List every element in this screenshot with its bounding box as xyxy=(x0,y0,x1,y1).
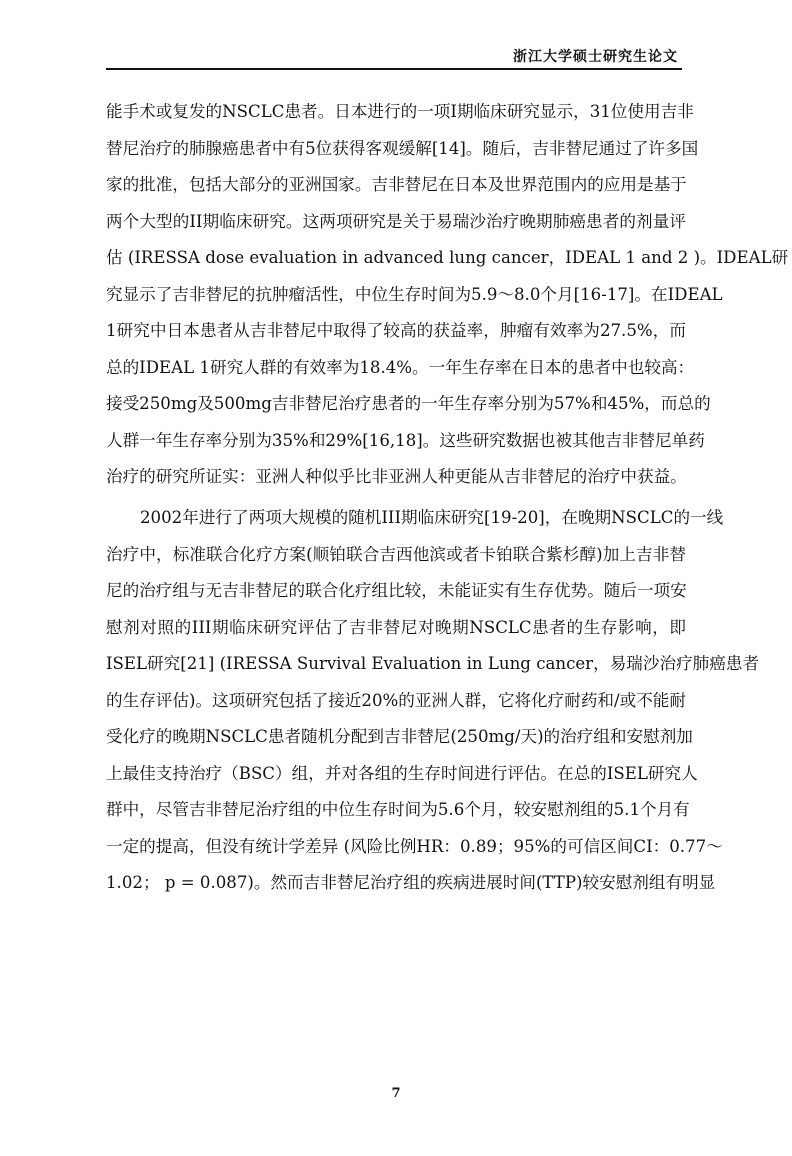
text-line: 一定的提高，但没有统计学差异 (风险比例HR：0.89；95%的可信区间CI：0.77～ xyxy=(106,836,723,856)
text-line: 两个大型的II期临床研究。这两项研究是关于易瑞沙治疗晚期肺癌患者的剂量评 xyxy=(106,211,686,231)
text-line: 群中，尽管吉非替尼治疗组的中位生存时间为5.6个月，较安慰剂组的5.1个月有 xyxy=(106,800,690,820)
text-line: 1研究中日本患者从吉非替尼中取得了较高的获益率，肿瘤有效率为27.5%，而 xyxy=(106,321,686,341)
header-title: 浙江大学硕士研究生论文 xyxy=(513,49,678,65)
text-line: 人群一年生存率分别为35%和29%[16,18]。这些研究数据也被其他吉非替尼单药 xyxy=(106,430,705,450)
paragraph-2 xyxy=(106,500,760,902)
text-line: 2002年进行了两项大规模的随机III期临床研究[19-20]，在晚期NSCLC的一线 xyxy=(140,508,724,528)
text-line: 治疗的研究所证实：亚洲人种似乎比非亚洲人种更能从吉非替尼的治疗中获益。 xyxy=(106,467,687,487)
text-line: 1.02； p = 0.087)。然而吉非替尼治疗组的疾病进展时间(TTP)较安慰剂组有明显 xyxy=(106,873,716,893)
text-line: 估 (IRESSA dose evaluation in advanced lung cancer，IDEAL 1 and 2 )。IDEAL研 xyxy=(106,248,789,268)
text-line: 家的批准，包括大部分的亚洲国家。吉非替尼在日本及世界范围内的应用是基于 xyxy=(106,175,687,195)
text-line: 究显示了吉非替尼的抗肿瘤活性，中位生存时间为5.9～8.0个月[16-17]。在IDEAL xyxy=(106,284,723,304)
text-line: 上最佳支持治疗（BSC）组，并对各组的生存时间进行评估。在总的ISEL研究人 xyxy=(106,763,698,783)
text-line: 能手术或复发的NSCLC患者。日本进行的一项I期临床研究显示，31位使用吉非 xyxy=(106,102,694,121)
body-text xyxy=(106,94,789,902)
text-line: 慰剂对照的III期临床研究评估了吉非替尼对晚期NSCLC患者的生存影响，即 xyxy=(106,617,686,637)
text-line: 尼的治疗组与无吉非替尼的联合化疗组比较，未能证实有生存优势。随后一项安 xyxy=(106,581,687,601)
text-line: 治疗中，标准联合化疗方案(顺铂联合吉西他滨或者卡铂联合紫杉醇)加上吉非替 xyxy=(106,544,686,564)
text-line: 总的IDEAL 1研究人群的有效率为18.4%。一年生存率在日本的患者中也较高： xyxy=(106,357,695,377)
header-rule xyxy=(106,68,682,70)
text-line: ISEL研究[21] (IRESSA Survival Evaluation in Lung cancer，易瑞沙治疗肺癌患者 xyxy=(106,654,760,674)
text-line: 替尼治疗的肺腺癌患者中有5位获得客观缓解[14]。随后，吉非替尼通过了许多国 xyxy=(106,138,699,158)
text-line: 接受250mg及500mg吉非替尼治疗患者的一年生存率分别为57%和45%，而总的 xyxy=(106,394,711,414)
page-header xyxy=(106,46,682,70)
page-number: 7 xyxy=(391,1086,401,1101)
text-line: 的生存评估)。这项研究包括了接近20%的亚洲人群，它将化疗耐药和/或不能耐 xyxy=(106,690,686,710)
paragraph-1 xyxy=(106,94,789,496)
text-line: 受化疗的晚期NSCLC患者随机分配到吉非替尼(250mg/天)的治疗组和安慰剂加 xyxy=(106,727,693,747)
